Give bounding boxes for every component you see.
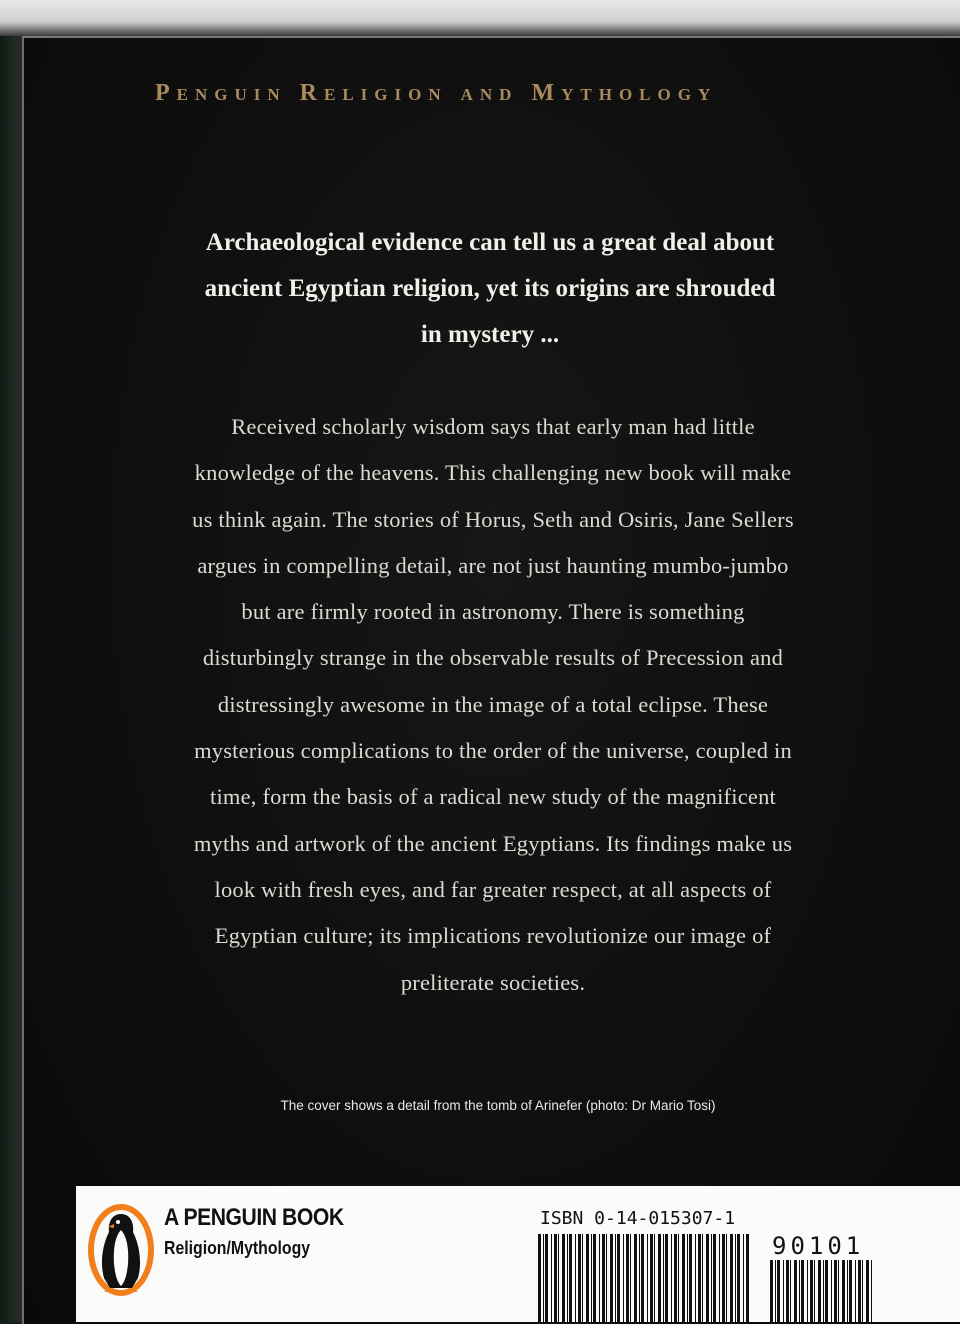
barcode-bar (711, 1234, 712, 1322)
barcode-bar (838, 1260, 839, 1322)
barcode-bar (654, 1234, 655, 1322)
blurb-line: but are firmly rooted in astronomy. There is something (241, 599, 745, 625)
barcode-bar (818, 1260, 821, 1322)
barcode-bar (847, 1260, 848, 1322)
barcode-bar (702, 1234, 703, 1322)
barcode-bar (794, 1260, 797, 1322)
barcode-bar (558, 1234, 559, 1322)
blurb-line: Received scholarly wisdom says that early man had little (231, 414, 755, 439)
barcode-bar (671, 1234, 672, 1322)
barcode-bar (825, 1260, 828, 1322)
barcode-bar (689, 1234, 692, 1322)
barcode-bar (713, 1234, 716, 1322)
barcode-bar (634, 1234, 637, 1322)
barcode-bar (578, 1234, 581, 1322)
barcode-bar (695, 1234, 696, 1322)
barcode-bar (737, 1234, 740, 1322)
price-barcode (770, 1260, 874, 1322)
lead-paragraph (140, 220, 840, 358)
lead-line: in mystery ... (420, 321, 560, 348)
barcode-bar (687, 1234, 688, 1322)
barcode-bar (647, 1234, 648, 1322)
lead-line: ancient Egyptian religion, yet its origins are shrouded (204, 275, 776, 302)
barcode-bar (842, 1260, 845, 1322)
blurb-line: knowledge of the heavens. This challenging new book will make (194, 460, 792, 486)
barcode-bar (719, 1234, 720, 1322)
barcode-bar (743, 1234, 744, 1322)
blurb-line: distressingly awesome in the image of a total eclipse. These (217, 691, 769, 717)
barcode-bar (678, 1234, 679, 1322)
barcode-bar (726, 1234, 727, 1322)
barcode-bar (801, 1260, 804, 1322)
barcode-bar (665, 1234, 668, 1322)
cover-credit-caption: The cover shows a detail from the tomb of Arinefer (photo: Dr Mario Tosi) (280, 1098, 716, 1113)
blurb-line: argues in compelling detail, are not just haunting mumbo-jumbo (197, 552, 789, 578)
barcode-bar (799, 1260, 800, 1322)
barcode-bar (849, 1260, 852, 1322)
barcode-bar (790, 1260, 791, 1322)
barcode-bar (582, 1234, 583, 1322)
barcode-bar (562, 1234, 565, 1322)
barcode-bar (831, 1260, 832, 1322)
barcode-bar (591, 1234, 592, 1322)
blurb-line: myths and artwork of the ancient Egyptians. Its findings make us (193, 830, 793, 856)
isbn-number: ISBN 0-14-015307-1 (540, 1208, 736, 1229)
imprint-title: A PENGUIN BOOK (164, 1204, 344, 1231)
blurb-line: time, form the basis of a radical new study of the magnificent (210, 784, 776, 810)
barcode-bar (567, 1234, 568, 1322)
barcode-bar (630, 1234, 631, 1322)
barcode-bar (783, 1260, 784, 1322)
barcode-bar (834, 1260, 837, 1322)
barcode-bar (730, 1234, 733, 1322)
barcode-bar (575, 1234, 576, 1322)
barcode-bar (858, 1260, 861, 1322)
barcode-bar (770, 1260, 773, 1322)
blurb-line: us think again. The stories of Horus, Seth and Osiris, Jane Sellers (192, 506, 794, 532)
scan-edge (0, 0, 22, 1322)
barcode-bar (602, 1234, 605, 1322)
barcode-bar (569, 1234, 572, 1322)
barcode-bar (722, 1234, 725, 1322)
blurb-line: disturbingly strange in the observable results of Precession and (202, 645, 784, 671)
barcode-bar (814, 1260, 815, 1322)
barcode-bar (682, 1234, 685, 1322)
barcode-bar (746, 1234, 749, 1322)
barcode-bar (650, 1234, 653, 1322)
barcode-bar (866, 1260, 869, 1322)
barcode-bar (823, 1260, 824, 1322)
imprint-category: Religion/Mythology (164, 1238, 311, 1258)
price-code: 90101 (772, 1232, 865, 1260)
barcode-bar (617, 1234, 620, 1322)
barcode-bar (786, 1260, 789, 1322)
barcode-bar (777, 1260, 780, 1322)
barcode-bar (586, 1234, 589, 1322)
barcode-bar (775, 1260, 776, 1322)
barcode-bar (855, 1260, 856, 1322)
barcode-bar (862, 1260, 863, 1322)
barcode-bar (538, 1234, 541, 1322)
barcode-bar (735, 1234, 736, 1322)
barcode-bar (543, 1234, 544, 1322)
blurb-line: look with fresh eyes, and far greater respect, at all aspects of (214, 876, 772, 902)
barcode-bar (807, 1260, 808, 1322)
barcode-bar (623, 1234, 624, 1322)
barcode-bar (706, 1234, 709, 1322)
barcode-bar (551, 1234, 552, 1322)
barcode-bar (698, 1234, 701, 1322)
barcode-bar (545, 1234, 548, 1322)
barcode-bar (639, 1234, 640, 1322)
isbn-barcode (538, 1234, 750, 1322)
barcode-bar (615, 1234, 616, 1322)
barcode-bar (626, 1234, 629, 1322)
blurb-line: Egyptian culture; its implications revolutionize our image of (214, 923, 772, 949)
barcode-bar (610, 1234, 613, 1322)
barcode-bar (674, 1234, 677, 1322)
barcode-bar (554, 1234, 557, 1322)
barcode-bar (641, 1234, 644, 1322)
penguin-logo-icon (86, 1202, 156, 1298)
barcode-bar (663, 1234, 664, 1322)
barcode-bar (658, 1234, 661, 1322)
barcode-bar (810, 1260, 813, 1322)
barcode-panel (76, 1186, 960, 1322)
blurb-line: preliterate societies. (400, 969, 586, 995)
barcode-bar (871, 1260, 872, 1322)
scan-top-edge (0, 0, 960, 36)
barcode-bar (606, 1234, 607, 1322)
blurb-line: mysterious complications to the order of the universe, coupled in (194, 738, 792, 764)
barcode-bar (599, 1234, 600, 1322)
series-title: Penguin Religion and Mythology (155, 80, 718, 106)
blurb-paragraph (140, 404, 846, 1006)
barcode-bar (593, 1234, 596, 1322)
lead-line: Archaeological evidence can tell us a great deal about (205, 229, 775, 256)
